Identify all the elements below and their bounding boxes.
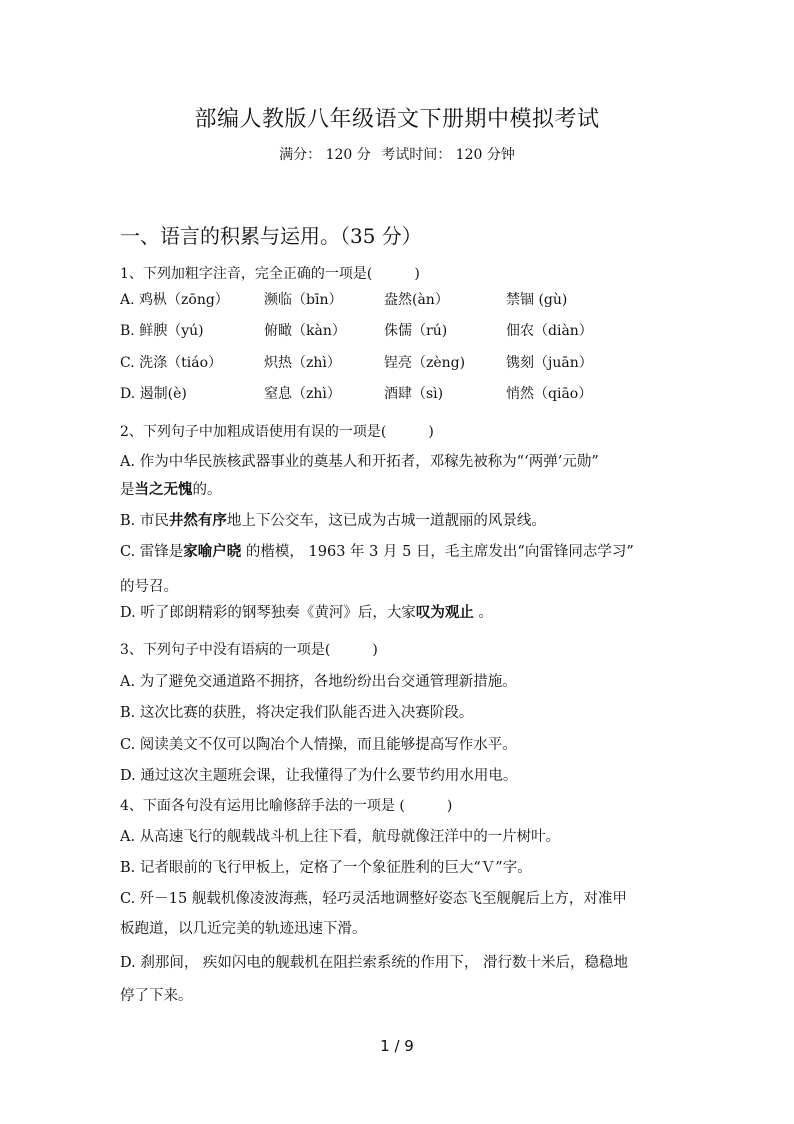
q2-option-c-line1: [120, 540, 634, 561]
text: 的。: [192, 482, 222, 498]
text: C. 雷锋是: [120, 544, 184, 560]
question-4-stem: 4、下面各句没有运用比喻修辞手法的一项是 ( ): [120, 798, 453, 814]
bold-idiom: 井然有序: [168, 512, 227, 529]
q2-option-a-line2: [120, 478, 222, 499]
q1-a-item-1: A. 鸡枞（zōng）: [120, 292, 229, 308]
q2-option-d: [120, 601, 493, 622]
page-title: 部编人教版八年级语文下册期中模拟考试: [194, 107, 600, 132]
q4-option-b: B. 记者眼前的飞行甲板上，定格了一个象征胜利的巨大“Ｖ”字。: [120, 860, 532, 876]
q3-option-a: A. 为了避免交通道路不拥挤，各地纷纷出台交通管理新措施。: [120, 674, 517, 690]
q1-b-item-3: 侏儒（rú): [384, 323, 448, 339]
q2-option-a-line1: A. 作为中华民族核武器事业的奠基人和开拓者，邓稼先被称为“‘两弹’元勋”: [120, 454, 599, 470]
q4-option-c-line1: C. 歼－15 舰载机像凌波海燕，轻巧灵活地调整好姿态飞至舰艉后上方，对准甲: [120, 891, 627, 907]
q4-option-d-line2: 停了下来。: [120, 988, 193, 1004]
q4-option-d-line1: D. 刹那间， 疾如闪电的舰载机在阻拦索系统的作用下， 滑行数十米后，稳稳地: [120, 955, 629, 971]
q3-option-b: B. 这次比赛的获胜，将决定我们队能否进入决赛阶段。: [120, 705, 474, 721]
q1-c-item-3: 锃亮（zèng): [384, 355, 466, 371]
q1-option-row-d: [120, 383, 720, 405]
q2-option-c-line2: 的号召。: [120, 579, 178, 595]
page-number: 1 / 9: [380, 1037, 414, 1055]
q1-d-item-2: 窒息（zhì）: [264, 386, 341, 402]
text: B. 市民: [120, 513, 169, 529]
q1-c-item-1: C. 洗涤（tiáo）: [120, 355, 222, 371]
q1-c-item-2: 炽热（zhì）: [264, 355, 341, 371]
exam-meta: [0, 144, 794, 164]
q1-option-row-c: [120, 352, 720, 374]
q2-option-b: [120, 509, 546, 530]
question-3-stem: 3、下列句子中没有语病的一项是( ): [120, 642, 378, 658]
full-marks: 满分： 120 分: [279, 147, 371, 163]
q4-option-a: A. 从高速飞行的舰载战斗机上往下看，航母就像汪洋中的一片树叶。: [120, 829, 561, 845]
q1-d-item-1: D. 遏制(è): [120, 386, 187, 402]
q3-option-d: D. 通过这次主题班会课，让我懂得了为什么要节约用水用电。: [120, 768, 518, 784]
q1-b-item-2: 俯瞰（kàn）: [264, 323, 346, 339]
question-2-stem: 2、下列句子中加粗成语使用有误的一项是( ): [120, 424, 434, 440]
q1-a-item-2: 濒临（bīn）: [264, 292, 343, 308]
q3-option-c: C. 阅读美文不仅可以陶冶个人情操，而且能够提高写作水平。: [120, 737, 517, 753]
q1-d-item-4: 悄然（qiāo）: [506, 386, 593, 402]
q1-a-item-3: 盎然(àn）: [384, 292, 449, 308]
text: 的楷模， 1963 年 3 月 5 日，毛主席发出“向雷锋同志学习”: [241, 544, 634, 560]
bold-idiom: 叹为观止: [415, 604, 474, 621]
q1-b-item-4: 佃农（diàn）: [506, 323, 593, 339]
question-1-stem: 1、下列加粗字注音，完全正确的一项是( ): [120, 266, 420, 282]
q1-d-item-3: 酒肆（sì): [384, 386, 444, 402]
q1-a-item-4: 禁锢 (gù): [506, 292, 568, 308]
q1-c-item-4: 镌刻（juān）: [506, 355, 593, 371]
text: D. 听了郎朗精彩的钢琴独奏《黄河》后，大家: [120, 605, 416, 621]
bold-idiom: 当之无愧: [134, 481, 193, 498]
bold-idiom: 家喻户晓: [183, 543, 242, 560]
q1-option-row-b: [120, 320, 720, 342]
text: 地上下公交车，这已成为古城一道靓丽的风景线。: [226, 513, 546, 529]
exam-time: 考试时间： 120 分钟: [381, 147, 515, 163]
q1-option-row-a: [120, 289, 720, 311]
q4-option-c-line2: 板跑道，以几近完美的轨迹迅速下滑。: [120, 921, 367, 937]
text: 是: [120, 482, 135, 498]
text: 。: [473, 605, 493, 621]
section-heading: 一、语言的积累与运用。（35 分）: [120, 224, 422, 248]
q1-b-item-1: B. 鲜腴（yú): [120, 323, 204, 339]
